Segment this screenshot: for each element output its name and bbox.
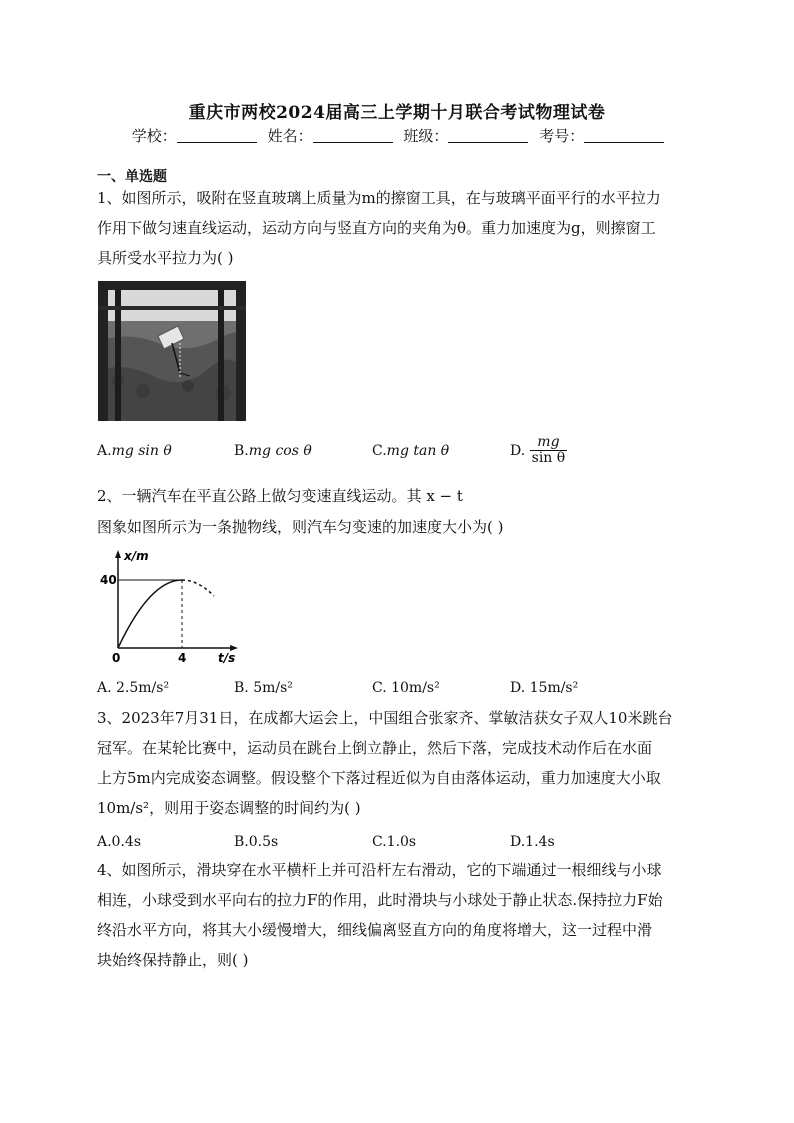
exam-no-blank[interactable]: [584, 128, 664, 143]
origin-label: 0: [112, 651, 121, 665]
section-heading: 一、单选题: [97, 169, 167, 185]
question-2-line-2: 图象如图所示为一条抛物线，则汽车匀变速的加速度大小为( ): [97, 518, 504, 536]
question-1-line-1: 1、如图所示，吸附在竖直玻璃上质量为m的擦窗工具，在与玻璃平面平行的水平拉力: [97, 189, 661, 207]
school-label: 学校：: [131, 127, 177, 145]
question-4-line-1: 4、如图所示，滑块穿在水平横杆上并可沿杆左右滑动，它的下端通过一根细线与小球: [97, 861, 662, 879]
name-blank[interactable]: [313, 128, 393, 143]
question-3-line-2: 冠军。在某轮比赛中，运动员在跳台上倒立静止，然后下落，完成技术动作后在水面: [97, 739, 653, 757]
question-1-text: [97, 183, 697, 273]
x-tick-4: 4: [178, 651, 187, 665]
question-3-text: [97, 703, 697, 823]
question-4-text: [97, 855, 697, 975]
q3-option-b[interactable]: B.0.5s: [234, 834, 279, 850]
x-t-graph: [94, 548, 244, 668]
question-1-line-2: 作用下做匀速直线运动，运动方向与竖直方向的夹角为θ。重力加速度为g，则擦窗工: [97, 219, 656, 237]
exam-no-label: 考号：: [539, 127, 585, 145]
question-3-line-4: 10m/s²，则用于姿态调整的时间约为( ): [97, 799, 361, 817]
parabola-dashed: [182, 580, 214, 596]
question-4-line-4: 块始终保持静止，则( ): [97, 951, 249, 969]
class-blank[interactable]: [448, 128, 528, 143]
q2-option-b[interactable]: B. 5m/s²: [234, 680, 293, 696]
question-4-line-2: 相连，小球受到水平向右的拉力F的作用，此时滑块与小球处于静止状态.保持拉力F始: [97, 891, 663, 909]
q1-option-d[interactable]: D. $\frac{mg}{\text{sin θ}}$: [510, 434, 566, 467]
exam-title: 重庆市两校2024届高三上学期十月联合考试物理试卷: [188, 103, 606, 123]
q3-option-c[interactable]: C.1.0s: [372, 834, 417, 850]
question-4-line-3: 终沿水平方向，将其大小缓慢增大，细线偏离竖直方向的角度将增大，这一过程中滑: [97, 921, 653, 939]
q3-option-d[interactable]: D.1.4s: [510, 834, 555, 850]
question-3-line-3: 上方5m内完成姿态调整。假设整个下落过程近似为自由落体运动，重力加速度大小取: [97, 769, 661, 787]
student-info-line: [0, 125, 794, 146]
y-axis-arrow: [115, 550, 121, 558]
question-3-line-1: 3、2023年7月31日，在成都大运会上，中国组合张家齐、掌敏洁获女子双人10米跳台: [97, 709, 673, 727]
q3-option-a[interactable]: A.0.4s: [97, 834, 142, 850]
school-blank[interactable]: [177, 128, 257, 143]
q2-option-c[interactable]: C. 10m/s²: [372, 680, 440, 696]
q2-option-d[interactable]: D. 15m/s²: [510, 680, 579, 696]
x-axis-label: t/s: [218, 651, 236, 665]
y-tick-40: 40: [100, 573, 117, 587]
q1-option-c[interactable]: C.mg tan θ: [372, 443, 450, 459]
q1-option-a[interactable]: A.mg sin θ: [97, 443, 172, 459]
question-1-line-3: 具所受水平拉力为( ): [97, 249, 234, 267]
name-label: 姓名：: [267, 127, 313, 145]
q1-option-b[interactable]: B.mg cos θ: [234, 443, 312, 459]
window-cleaner-photo: [98, 281, 246, 421]
q1-option-d-fraction: $\frac{mg}{\text{sin θ}}$: [531, 434, 566, 467]
class-label: 班级：: [403, 127, 449, 145]
y-axis-label: x/m: [124, 549, 149, 563]
q2-option-a[interactable]: A. 2.5m/s²: [97, 680, 170, 696]
parabola-solid: [118, 580, 182, 648]
question-2-line-1: 2、一辆汽车在平直公路上做匀变速直线运动。其 x − t: [97, 487, 463, 505]
